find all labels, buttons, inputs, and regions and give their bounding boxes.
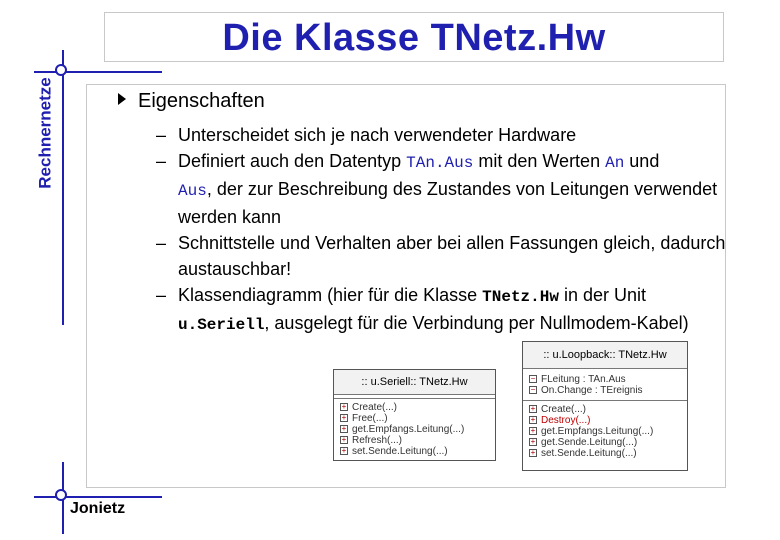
method-marker-icon: + (341, 424, 347, 433)
uml-attribute: − On.Change : TEreignis (530, 385, 643, 396)
uml-attributes-section (523, 369, 687, 401)
section-heading: Eigenschaften (118, 90, 265, 113)
method-marker-icon: + (341, 402, 347, 411)
top-horizontal-line (34, 71, 162, 73)
uml-method: + Destroy(...) (530, 415, 591, 426)
uml-methods-section (334, 399, 495, 461)
top-vertical-line (62, 50, 64, 325)
uml-class-right (522, 341, 688, 471)
bottom-horizontal-line (34, 496, 162, 498)
method-marker-icon: + (341, 435, 347, 444)
top-crosshair-icon (55, 64, 67, 76)
list-item: – Schnittstelle und Verhalten aber bei allen Fassungen gleich, dadurch austauschbar! (156, 233, 726, 279)
attribute-marker-icon: − (530, 374, 536, 383)
uml-method: + get.Sende.Leitung(...) (530, 437, 638, 448)
code-value-an: An (605, 154, 625, 172)
method-marker-icon: + (341, 446, 347, 455)
uml-class-left (333, 369, 496, 461)
list-item: – Definiert auch den Datentyp TAn.Aus mit den Werten An und Aus, der zur Beschreibung des Zustandes von Leitungen verwendet werden kann (156, 151, 718, 227)
method-marker-icon: + (530, 437, 536, 446)
triangle-bullet-icon (118, 93, 126, 105)
code-value-aus: Aus (178, 182, 207, 200)
uml-method: + Free(...) (341, 413, 388, 424)
uml-methods-section (523, 401, 687, 463)
slide-title: Die Klasse TNetz.Hw (222, 17, 606, 59)
bullet-list (156, 122, 726, 338)
method-marker-icon: + (530, 448, 536, 457)
side-label: Rechnernetze (36, 77, 56, 189)
uml-attribute: − FLeitung : TAn.Aus (530, 374, 626, 385)
code-unit-name: u.Seriell (178, 316, 265, 334)
list-item: – Unterscheidet sich je nach verwendeter Hardware (156, 125, 577, 145)
uml-class-header: :: u.Loopback:: TNetz.Hw (523, 342, 687, 369)
author-footer: Jonietz (70, 500, 126, 517)
list-item: – Klassendiagramm (hier für die Klasse TNetz.Hw in der Unit u.Seriell, ausgelegt für die Verbindung per Nullmodem-Kabel) (156, 285, 689, 334)
uml-method: + get.Empfangs.Leitung(...) (341, 424, 465, 435)
uml-method: + get.Empfangs.Leitung(...) (530, 426, 654, 437)
uml-method: + Refresh(...) (341, 435, 403, 446)
code-class-name: TNetz.Hw (482, 288, 559, 306)
attribute-marker-icon: − (530, 385, 536, 394)
uml-method: + set.Sende.Leitung(...) (341, 446, 448, 457)
uml-method: + set.Sende.Leitung(...) (530, 448, 637, 459)
uml-method: + Create(...) (530, 404, 587, 415)
uml-class-header: :: u.Seriell:: TNetz.Hw (334, 370, 495, 395)
method-marker-icon: + (341, 413, 347, 422)
method-marker-icon: + (530, 404, 536, 413)
code-type-name: TAn.Aus (406, 154, 474, 172)
uml-method: + Create(...) (341, 402, 398, 413)
method-marker-icon: + (530, 426, 536, 435)
bottom-crosshair-icon (55, 489, 67, 501)
method-marker-icon: + (530, 415, 536, 424)
